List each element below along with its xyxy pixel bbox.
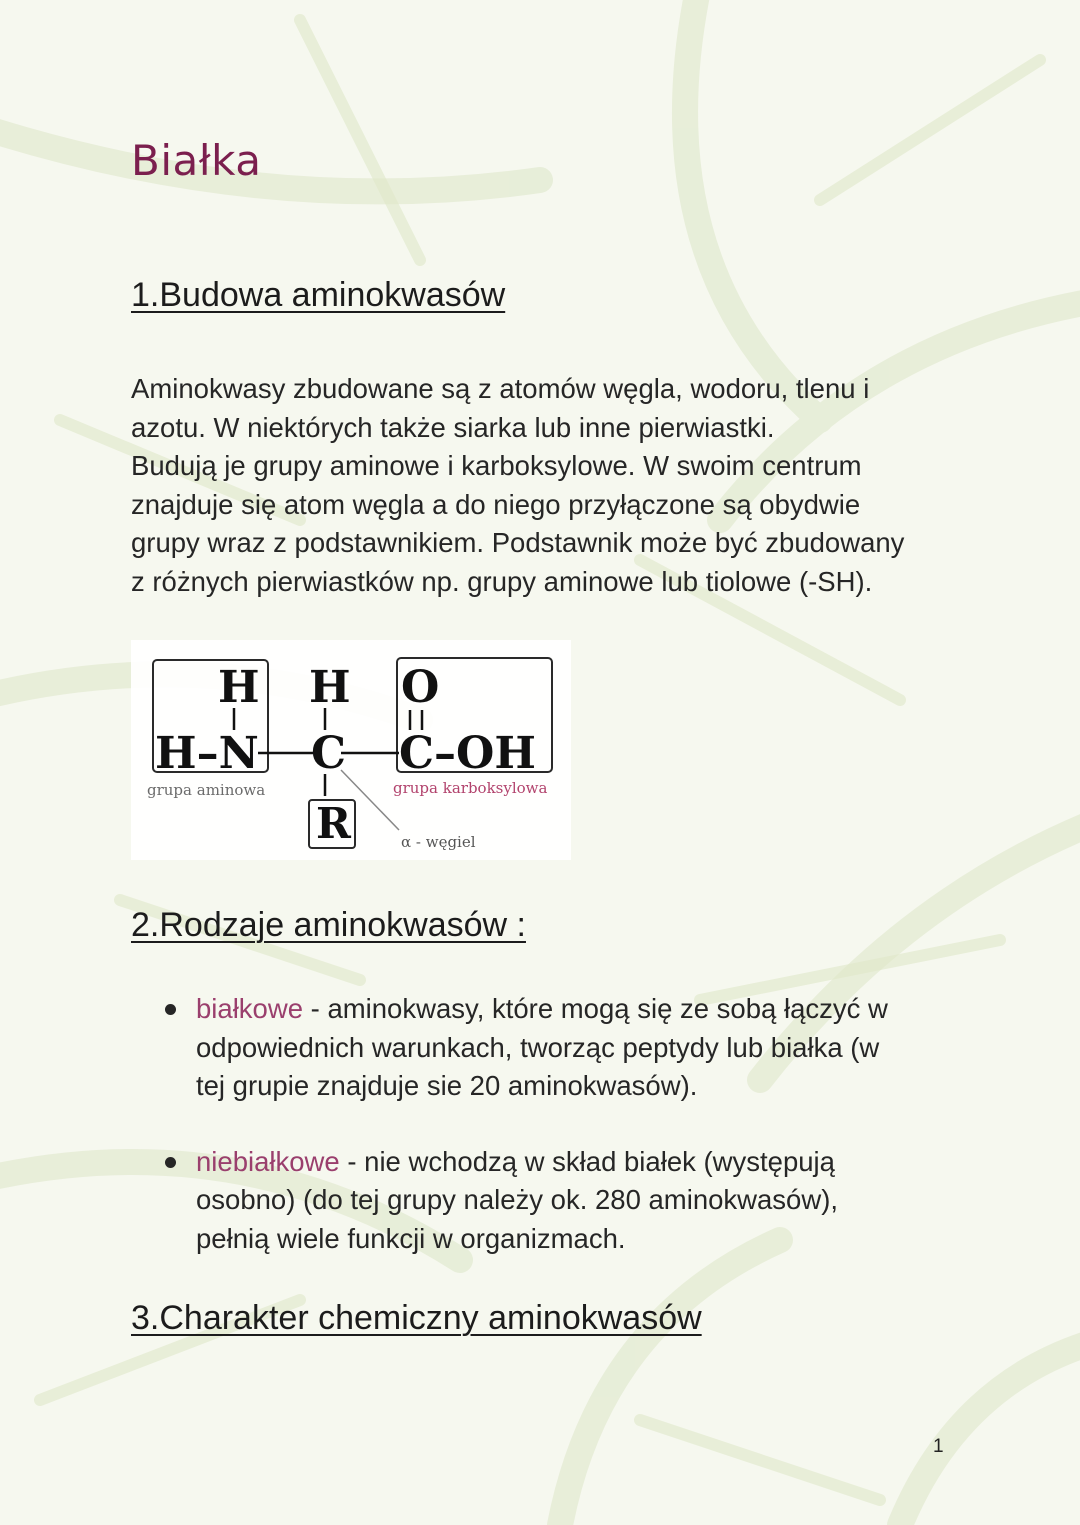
alpha-carbon-label: α - węgiel [401, 833, 476, 851]
list-item [163, 1143, 963, 1259]
carboxyl-coh-group: C–OH [399, 728, 536, 779]
list-item-term: białkowe [196, 993, 304, 1024]
list-item-first-line [196, 1143, 963, 1182]
amino-acid-types-list [163, 990, 963, 1258]
section-heading-chemical-character: 3.Charakter chemiczny aminokwasów [131, 1299, 702, 1337]
list-item-text: pełnią wiele funkcji w organizmach. [196, 1222, 626, 1254]
bullet-dot-icon [165, 1157, 176, 1168]
list-item [163, 990, 963, 1106]
carbonyl-o-atom: O [401, 662, 440, 713]
amine-group-label: grupa aminowa [147, 781, 266, 799]
list-item-text: tej grupie znajduje sie 20 aminokwasów). [196, 1070, 698, 1101]
paragraph-line: Aminokwasy zbudowane są z atomów węgla, wodoru, tlenu i [131, 373, 870, 404]
paragraph-line: znajduje się atom węgla a do niego przyłączone są obydwie [131, 488, 861, 520]
paragraph-line: z różnych pierwiastków np. grupy aminowe lub tiolowe (-SH). [131, 565, 873, 597]
section-heading-structure: 1.Budowa aminokwasów [131, 276, 506, 314]
amine-hn-group: H–N [155, 728, 259, 779]
page-title: Białka [131, 136, 262, 185]
list-item-first-line [196, 990, 963, 1029]
substituent-r: R [316, 799, 351, 848]
page-number: 1 [933, 1436, 944, 1457]
carboxyl-group-label: grupa karboksylowa [393, 779, 548, 797]
alpha-h-atom: H [309, 662, 351, 713]
paragraph-line: grupy wraz z podstawnikiem. Podstawnik może być zbudowany [131, 527, 905, 558]
section-heading-types: 2.Rodzaje aminokwasów : [131, 906, 526, 944]
paragraph-line: Budują je grupy aminowe i karboksylowe. W swoim centrum [131, 450, 862, 481]
list-item-text: - nie wchodzą w skład białek (występują [339, 1145, 835, 1177]
amine-h-atom: H [218, 662, 260, 713]
alpha-carbon-atom: C [311, 728, 347, 779]
structure-paragraph [131, 370, 961, 601]
list-item-text: - aminokwasy, które mogą się ze sobą łączyć w [303, 993, 888, 1024]
list-item-term: niebiałkowe [196, 1145, 340, 1177]
list-item-text: osobno) (do tej grupy należy ok. 280 aminokwasów), [196, 1184, 839, 1215]
amino-acid-structure-diagram [131, 640, 571, 860]
bullet-dot-icon [165, 1004, 176, 1015]
paragraph-line: azotu. W niektórych także siarka lub inne pierwiastki. [131, 411, 775, 443]
list-item-text: odpowiednich warunkach, tworząc peptydy lub białka (w [196, 1031, 880, 1063]
